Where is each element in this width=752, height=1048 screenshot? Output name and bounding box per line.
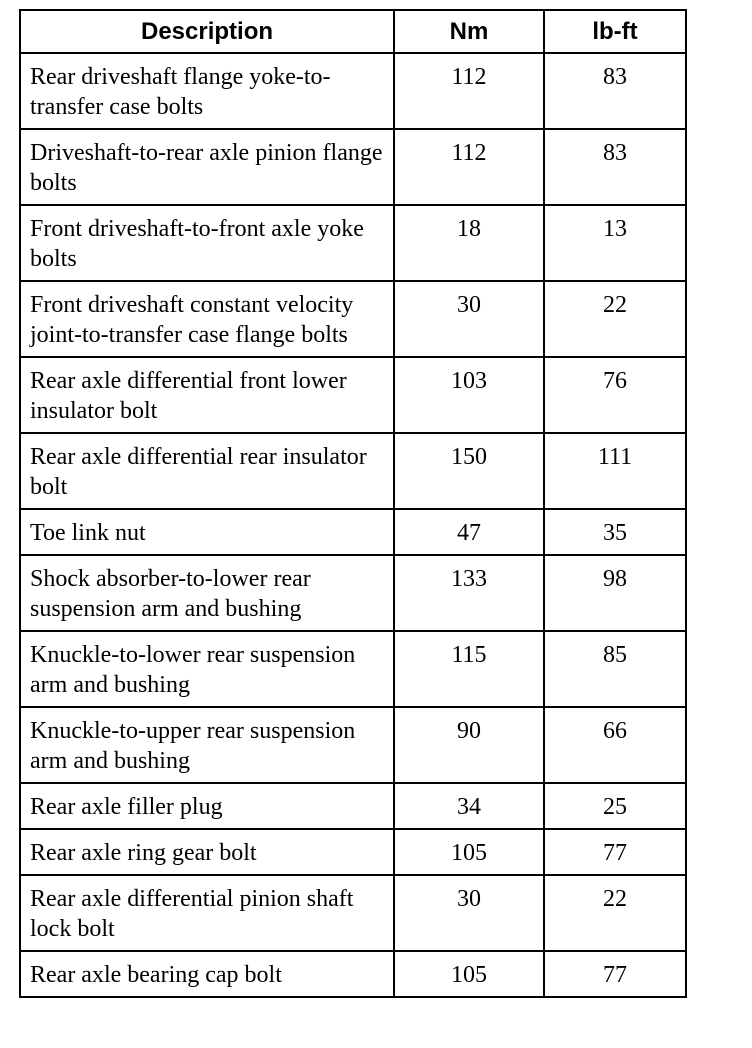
- cell-nm: 112: [394, 129, 544, 205]
- table-row: [20, 509, 686, 555]
- table-row: [20, 555, 686, 631]
- cell-lbft: 83: [544, 129, 686, 205]
- header-lbft: lb-ft: [544, 10, 686, 53]
- cell-lbft: 77: [544, 951, 686, 997]
- cell-description: Rear axle differential rear insulator bolt: [20, 433, 394, 509]
- cell-description: Front driveshaft constant velocity joint-to-transfer case flange bolts: [20, 281, 394, 357]
- table-header-row: [20, 10, 686, 53]
- cell-description: Rear axle bearing cap bolt: [20, 951, 394, 997]
- cell-description: Front driveshaft-to-front axle yoke bolts: [20, 205, 394, 281]
- torque-spec-table: [19, 9, 687, 998]
- cell-description: Rear axle filler plug: [20, 783, 394, 829]
- cell-description: Driveshaft-to-rear axle pinion flange bolts: [20, 129, 394, 205]
- cell-lbft: 22: [544, 875, 686, 951]
- cell-description: Knuckle-to-upper rear suspension arm and bushing: [20, 707, 394, 783]
- cell-lbft: 35: [544, 509, 686, 555]
- cell-lbft: 25: [544, 783, 686, 829]
- cell-nm: 103: [394, 357, 544, 433]
- table-row: [20, 875, 686, 951]
- cell-nm: 30: [394, 281, 544, 357]
- cell-lbft: 98: [544, 555, 686, 631]
- cell-nm: 34: [394, 783, 544, 829]
- cell-nm: 133: [394, 555, 544, 631]
- cell-nm: 18: [394, 205, 544, 281]
- cell-lbft: 111: [544, 433, 686, 509]
- cell-lbft: 76: [544, 357, 686, 433]
- cell-description: Rear axle differential front lower insulator bolt: [20, 357, 394, 433]
- cell-lbft: 22: [544, 281, 686, 357]
- table-row: [20, 631, 686, 707]
- cell-nm: 90: [394, 707, 544, 783]
- table-row: [20, 53, 686, 129]
- table-row: [20, 357, 686, 433]
- cell-lbft: 77: [544, 829, 686, 875]
- table-row: [20, 433, 686, 509]
- cell-nm: 105: [394, 829, 544, 875]
- cell-description: Rear axle differential pinion shaft lock bolt: [20, 875, 394, 951]
- cell-nm: 105: [394, 951, 544, 997]
- cell-nm: 115: [394, 631, 544, 707]
- table-row: [20, 829, 686, 875]
- cell-description: Rear driveshaft flange yoke-to-transfer case bolts: [20, 53, 394, 129]
- cell-nm: 112: [394, 53, 544, 129]
- table-row: [20, 129, 686, 205]
- cell-nm: 30: [394, 875, 544, 951]
- table-row: [20, 205, 686, 281]
- cell-description: Rear axle ring gear bolt: [20, 829, 394, 875]
- table-row: [20, 951, 686, 997]
- table-row: [20, 281, 686, 357]
- cell-lbft: 85: [544, 631, 686, 707]
- header-nm: Nm: [394, 10, 544, 53]
- cell-description: Toe link nut: [20, 509, 394, 555]
- cell-nm: 47: [394, 509, 544, 555]
- cell-description: Knuckle-to-lower rear suspension arm and bushing: [20, 631, 394, 707]
- cell-lbft: 66: [544, 707, 686, 783]
- cell-lbft: 83: [544, 53, 686, 129]
- table-row: [20, 707, 686, 783]
- table-row: [20, 783, 686, 829]
- cell-nm: 150: [394, 433, 544, 509]
- cell-lbft: 13: [544, 205, 686, 281]
- header-description: Description: [20, 10, 394, 53]
- cell-description: Shock absorber-to-lower rear suspension arm and bushing: [20, 555, 394, 631]
